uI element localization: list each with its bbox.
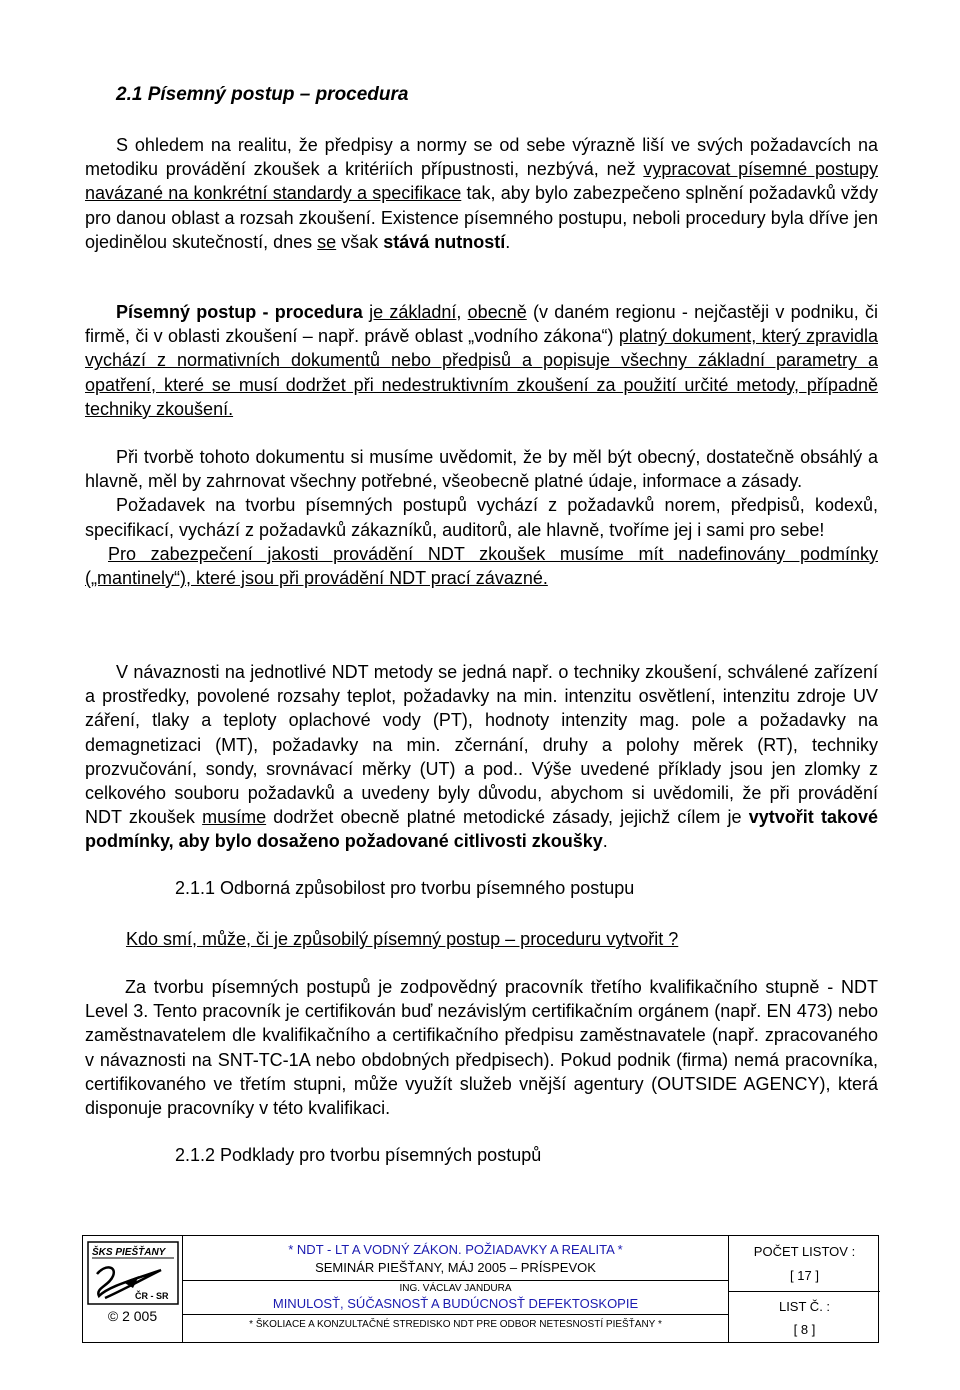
creation-text-b: Požadavek na tvorbu písemných postupů vychází z požadavků norem, předpisů, kodexů, specifikací, vychází z požadavků zákazníků, auditorů, ale hlavně, tvoříme jej i sami pro sebe! xyxy=(85,495,878,540)
definition-text-1: Písemný postup - procedura xyxy=(116,302,363,322)
paragraph-level3 xyxy=(85,975,878,1120)
sks-logo-icon xyxy=(83,1236,183,1344)
pages-value: [ 17 ] xyxy=(790,1268,819,1283)
intro-text-6: stává nutností xyxy=(383,231,506,252)
definition-text-7: platný dokument, který zpravidla vychází z normativních dokumentů nebo předpisů a popisuje všechny základní parametry a opatření, které se musí dodržet při nedestruktivním zkoušení za použití určité metody, případně techniky zkoušení. xyxy=(85,326,878,419)
creation-text-c: Pro zabezpečení jakosti provádění NDT zkoušek musíme mít nadefinovány podmínky („mantinely“), které jsou při provádění NDT prací závazné. xyxy=(85,543,878,589)
methods-text-5: . xyxy=(602,831,608,852)
sheet-label: LIST Č. : xyxy=(778,1299,831,1314)
subsection-heading-1: 2.1.1 Odborná způsobilost pro tvorbu písemného postupu xyxy=(175,878,635,898)
page-footer xyxy=(82,1235,879,1343)
footer-title: * NDT - LT A VODNÝ ZÁKON. POŽIADAVKY A REALITA * xyxy=(288,1242,623,1257)
methods-text-4: vytvořit takové podmínky, aby bylo dosaženo požadované citlivosti zkoušky xyxy=(85,807,878,852)
question-line: Kdo smí, může, či je způsobilý písemný postup – proceduru vytvořit ? xyxy=(126,929,679,949)
definition-text-3: je základní xyxy=(369,302,457,322)
intro-text-2: vypracovat písemné postupy navázané na konkrétní standardy a specifikace xyxy=(85,159,879,204)
methods-text-3: dodržet obecně platné metodické zásady, jejichž cílem je xyxy=(266,807,749,828)
section-heading: 2.1 Písemný postup – procedura xyxy=(116,84,409,105)
paragraph-intro xyxy=(85,133,878,254)
footer-logo-cell xyxy=(83,1236,183,1342)
methods-text-1: V návaznosti na jednotlivé NDT metody se jedná např. o techniky zkoušení, schválené zařízení a prostředky, povolené rozsahy teplot, požadavky na min. intenzitu osvětlení, intenzitu zdroje UV záření, tlaky a teploty oplachové vody (PT), hodnoty intenzity mag. pole a požadavky na demagnetizaci (MT), požadavky na min. zčernání, druhy a polohy měrek (RT), techniky prozvučování, sondy, srovnávací měrky (UT) a pod.. Výše uvedené příklady jsou jen zlomky z celkového souboru požadavků a uvedeny byly důvodu, abychom si uvědomili, že při provádění NDT zkoušek xyxy=(85,662,878,828)
footer-author: ING. VÁCLAV JANDURA xyxy=(399,1283,512,1294)
subsection-heading-2: 2.1.2 Podklady pro tvorbu písemných postupů xyxy=(175,1145,542,1165)
methods-text-2: musíme xyxy=(202,807,267,828)
footer-seminar: SEMINÁR PIEŠŤANY, MÁJ 2005 – PRÍSPEVOK xyxy=(315,1260,596,1275)
definition-text-5: obecně xyxy=(467,302,527,322)
pages-label: POČET LISTOV : xyxy=(753,1244,856,1259)
sheet-value: [ 8 ] xyxy=(793,1322,816,1337)
paragraph-methods xyxy=(85,660,878,854)
copyright-text: © 2 005 xyxy=(107,1308,158,1324)
paragraph-definition xyxy=(85,300,878,421)
definition-text-4: , xyxy=(456,302,468,322)
footer-pages-cell xyxy=(729,1236,880,1342)
footer-organization: * ŠKOLIACE A KONZULTAČNÉ STREDISKO NDT PRE ODBOR NETESNOSTÍ PIEŠŤANY * xyxy=(249,1319,662,1330)
footer-title-cell xyxy=(183,1236,729,1342)
footer-subtitle: MINULOSŤ, SÚČASNOSŤ A BUDÚCNOSŤ DEFEKTOSKOPIE xyxy=(272,1296,639,1311)
intro-text-3: tak, aby bylo zabezpečeno splnění požadavků vždy pro danou oblast a rozsah zkoušení. Existence písemného postupu, neboli procedury byla dříve jen ojedinělou skutečností, dnes xyxy=(85,183,879,252)
intro-text-1: S ohledem na realitu, že předpisy a normy se od sebe výrazně liší ve svých požadavcích na metodiku provádění zkoušek a kritériích přípustnosti, nezbývá, než xyxy=(85,135,878,180)
intro-text-5: však xyxy=(336,231,384,252)
level3-text: Za tvorbu písemných postupů je zodpovědný pracovník třetího kvalifikačního stupně - NDT Level 3. Tento pracovník je certifikován buď nezávislým certifikačním orgánem (např. EN 473) nebo zaměstnavatelem dle kvalifikačního a certifikačního předpisu zaměstnavatele (např. zpracovaného v návaznosti na SNT-TC-1A nebo obdobných předpisech). Pokud podnik (firma) nemá pracovníka, certifikovaného ve třetím stupni, může využít služeb vnější agentury (OUTSIDE AGENCY), která disponuje pracovníky v této kvalifikaci. xyxy=(85,977,878,1119)
definition-text-6: (v daném regionu - nejčastěji v podniku, či firmě, či v oblasti zkoušení – např. právě oblast „vodního zákona“) xyxy=(85,302,878,347)
logo-top-text: ŠKS PIEŠŤANY xyxy=(92,1247,166,1258)
intro-text-4: se xyxy=(317,231,337,252)
logo-bottom-text: ČR - SR xyxy=(135,1291,169,1301)
paragraph-creation xyxy=(85,445,878,590)
intro-text-7: . xyxy=(505,231,511,252)
creation-text-a: Při tvorbě tohoto dokumentu si musíme uvědomit, že by měl být obecný, dostatečně obsáhlý a hlavně, měl by zahrnovat všechny potřebné, všeobecně platné údaje, informace a zásady. xyxy=(85,447,878,492)
